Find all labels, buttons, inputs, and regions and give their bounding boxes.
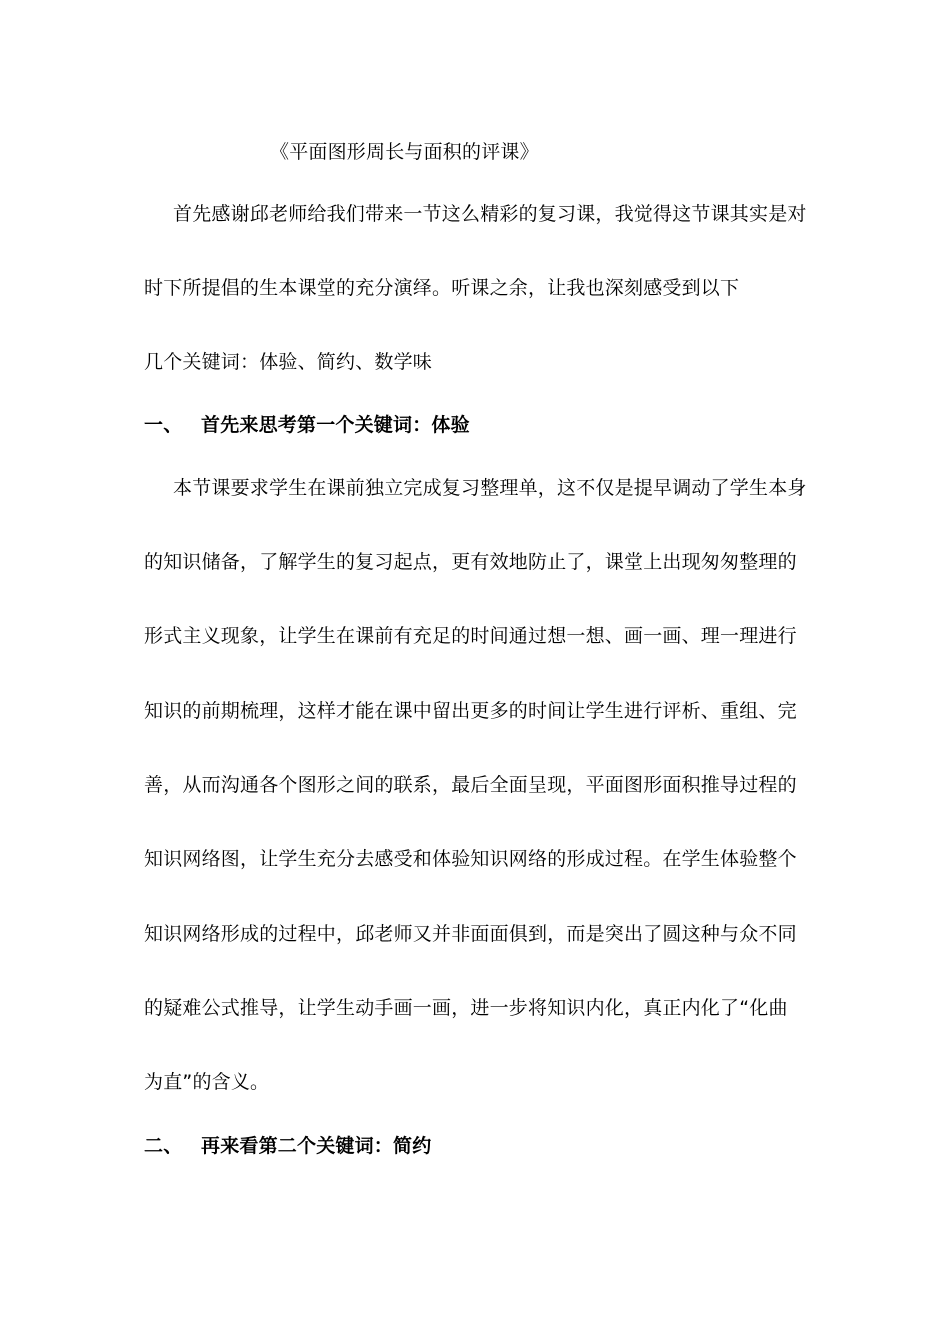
document-title: 《平面图形周长与面积的评课》: [270, 141, 539, 163]
section-1-line-1: 本节课要求学生在课前独立完成复习整理单，这不仅是提早调动了学生本身: [173, 477, 807, 499]
section-2-heading: [144, 1134, 431, 1158]
section-2-title: 再来看第二个关键词：简约: [201, 1135, 432, 1157]
intro-line-1: 首先感谢邱老师给我们带来一节这么精彩的复习课，我觉得这节课其实是对: [173, 203, 807, 225]
section-1-line-4: 知识的前期梳理，这样才能在课中留出更多的时间让学生进行评析、重组、完: [144, 700, 797, 722]
section-1-title: 首先来思考第一个关键词：体验: [201, 414, 470, 436]
section-2-number: 二、: [144, 1135, 183, 1157]
section-1-line-7: 知识网络形成的过程中，邱老师又并非面面俱到，而是突出了圆这种与众不同: [144, 923, 797, 945]
intro-line-3: 几个关键词：体验、简约、数学味: [144, 351, 433, 373]
section-1-line-3: 形式主义现象，让学生在课前有充足的时间通过想一想、画一画、理一理进行: [144, 625, 797, 647]
section-1-line-2: 的知识储备，了解学生的复习起点，更有效地防止了，课堂上出现匆匆整理的: [144, 551, 797, 573]
section-1-line-9: 为直”的含义。: [144, 1071, 270, 1093]
section-1-line-8: 的疑难公式推导，让学生动手画一画，进一步将知识内化，真正内化了“化曲: [144, 997, 788, 1019]
intro-line-2: 时下所提倡的生本课堂的充分演绎。听课之余，让我也深刻感受到以下: [144, 277, 740, 299]
section-1-line-5: 善，从而沟通各个图形之间的联系，最后全面呈现，平面图形面积推导过程的: [144, 774, 797, 796]
section-1-heading: [144, 413, 470, 437]
section-1-number: 一、: [144, 414, 183, 436]
section-1-line-6: 知识网络图，让学生充分去感受和体验知识网络的形成过程。在学生体验整个: [144, 848, 797, 870]
